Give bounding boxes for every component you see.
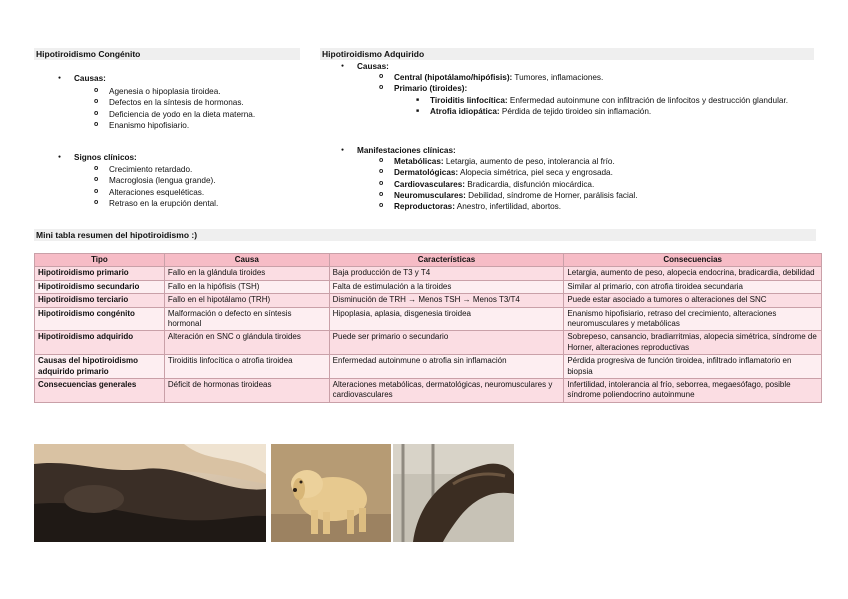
table-cell: Fallo en el hipotálamo (TRH) xyxy=(164,294,329,307)
header-causa: Causa xyxy=(164,254,329,267)
table-cell: Hipotiroidismo adquirido xyxy=(35,331,165,355)
table-cell: Enanismo hipofisiario, retraso del crecimiento, alteraciones neuromusculares y metabólicas xyxy=(564,307,822,331)
golden-retriever-photo xyxy=(271,444,391,542)
adquirido-title: Hipotiroidismo Adquirido xyxy=(320,48,814,60)
list-item: o Deficiencia de yodo en la dieta materna. xyxy=(109,109,255,120)
list-item: o Alteraciones esqueléticas. xyxy=(109,187,218,198)
dog-nose-photo xyxy=(34,444,266,542)
table-row xyxy=(35,331,822,355)
manif-label: ● Manifestaciones clínicas: xyxy=(357,145,817,156)
table-cell: Fallo en la hipófisis (TSH) xyxy=(164,280,329,293)
table-cell: Fallo en la glándula tiroides xyxy=(164,267,329,280)
mini-table-title: Mini tabla resumen del hipotiroidismo :) xyxy=(34,229,816,241)
list-item xyxy=(394,201,817,212)
congenito-causas xyxy=(74,73,255,131)
manif-item-text: Letargia, aumento de peso, intolerancia al frío. xyxy=(443,157,615,167)
manif-item-label: Dermatológicas: xyxy=(394,168,459,178)
manif-item-label: Reproductoras: xyxy=(394,202,455,212)
table-cell: Hipotiroidismo primario xyxy=(35,267,165,280)
signos-label: ● Signos clínicos: xyxy=(74,152,218,163)
table-cell: Hipotiroidismo congénito xyxy=(35,307,165,331)
manif-item-label: Cardiovasculares: xyxy=(394,179,465,189)
list-item: o Defectos en la síntesis de hormonas. xyxy=(109,97,255,108)
table-row xyxy=(35,294,822,307)
list-item: o Crecimiento retardado. xyxy=(109,164,218,175)
table-header-row xyxy=(35,254,822,267)
causas-label: ● Causas: xyxy=(357,61,817,72)
list-item: o Agenesia o hipoplasia tiroidea. xyxy=(109,86,255,97)
dog-tail-photo xyxy=(393,444,514,542)
table-row xyxy=(35,379,822,403)
adquirido-causas xyxy=(357,61,817,117)
list-item: o Macroglosia (lengua grande). xyxy=(109,175,218,186)
manif-item-text: Debilidad, síndrome de Horner, parálisis facial. xyxy=(465,190,638,200)
manif-item-text: Alopecia simétrica, piel seca y engrosada. xyxy=(458,168,613,178)
table-row xyxy=(35,267,822,280)
table-row xyxy=(35,355,822,379)
list-item: o Enanismo hipofisiario. xyxy=(109,120,255,131)
table-cell: Causas del hipotiroidismo adquirido primario xyxy=(35,355,165,379)
table-cell: Similar al primario, con atrofia tiroidea secundaria xyxy=(564,280,822,293)
table-cell: Déficit de hormonas tiroideas xyxy=(164,379,329,403)
atrofia-label: Atrofia idiopática: xyxy=(430,106,500,116)
header-consecuencias: Consecuencias xyxy=(564,254,822,267)
table-cell: Falta de estimulación a la tiroides xyxy=(329,280,564,293)
summary-table xyxy=(34,253,822,403)
table-cell: Tiroiditis linfocítica o atrofia tiroidea xyxy=(164,355,329,379)
list-item xyxy=(430,95,810,106)
list-item: o Retraso en la erupción dental. xyxy=(109,198,218,209)
header-caracteristicas: Características xyxy=(329,254,564,267)
tiroiditis-label: Tiroiditis linfocítica: xyxy=(430,95,508,105)
manif-item-label: Neuromusculares: xyxy=(394,190,466,200)
list-item xyxy=(430,106,810,117)
table-cell: Consecuencias generales xyxy=(35,379,165,403)
table-cell: Letargia, aumento de peso, alopecia endocrina, bradicardia, debilidad xyxy=(564,267,822,280)
central-label: Central (hipotálamo/hipófisis): xyxy=(394,73,513,83)
list-item xyxy=(394,179,817,190)
causas-label: ● Causas: xyxy=(74,73,255,84)
table-cell: Sobrepeso, cansancio, bradiarritmias, alopecia simétrica, síndrome de Horner, alteraciones reproductivas xyxy=(564,331,822,355)
table-cell: Alteraciones metabólicas, dermatológicas, neuromusculares y cardiovasculares xyxy=(329,379,564,403)
manif-item-text: Anestro, infertilidad, abortos. xyxy=(454,202,562,212)
tiroiditis-text: Enfermedad autoinmune con infiltración de linfocitos y destrucción glandular. xyxy=(507,95,788,105)
list-item xyxy=(394,72,817,83)
table-cell: Puede estar asociado a tumores o alteraciones del SNC xyxy=(564,294,822,307)
table-cell: Hipotiroidismo terciario xyxy=(35,294,165,307)
table-cell: Enfermedad autoinmune o atrofia sin inflamación xyxy=(329,355,564,379)
table-cell: Puede ser primario o secundario xyxy=(329,331,564,355)
table-cell: Alteración en SNC o glándula tiroides xyxy=(164,331,329,355)
primario-label: o Primario (tiroides): xyxy=(394,83,817,94)
table-cell: Disminución de TRH → Menos TSH → Menos T3/T4 xyxy=(329,294,564,307)
central-text: Tumores, inflamaciones. xyxy=(512,73,604,83)
table-cell: Hipotiroidismo secundario xyxy=(35,280,165,293)
atrofia-text: Pérdida de tejido tiroideo sin inflamación. xyxy=(499,106,652,116)
header-tipo: Tipo xyxy=(35,254,165,267)
list-item xyxy=(394,167,817,178)
manif-item-text: Bradicardia, disfunción miocárdica. xyxy=(465,179,595,189)
list-item xyxy=(394,156,817,167)
table-cell: Infertilidad, intolerancia al frío, seborrea, megaesófago, posible síndrome poliendocrino autoinmune xyxy=(564,379,822,403)
table-cell: Pérdida progresiva de función tiroidea, infiltrado inflamatorio en biopsia xyxy=(564,355,822,379)
table-cell: Hipoplasia, aplasia, disgenesia tiroidea xyxy=(329,307,564,331)
table-cell: Baja producción de T3 y T4 xyxy=(329,267,564,280)
manif-item-label: Metabólicas: xyxy=(394,157,444,167)
table-cell: Malformación o defecto en síntesis hormonal xyxy=(164,307,329,331)
list-item xyxy=(394,190,817,201)
congenito-title: Hipotiroidismo Congénito xyxy=(34,48,300,60)
table-row xyxy=(35,307,822,331)
table-row xyxy=(35,280,822,293)
congenito-signos xyxy=(74,152,218,209)
adquirido-manifestaciones xyxy=(357,145,817,212)
